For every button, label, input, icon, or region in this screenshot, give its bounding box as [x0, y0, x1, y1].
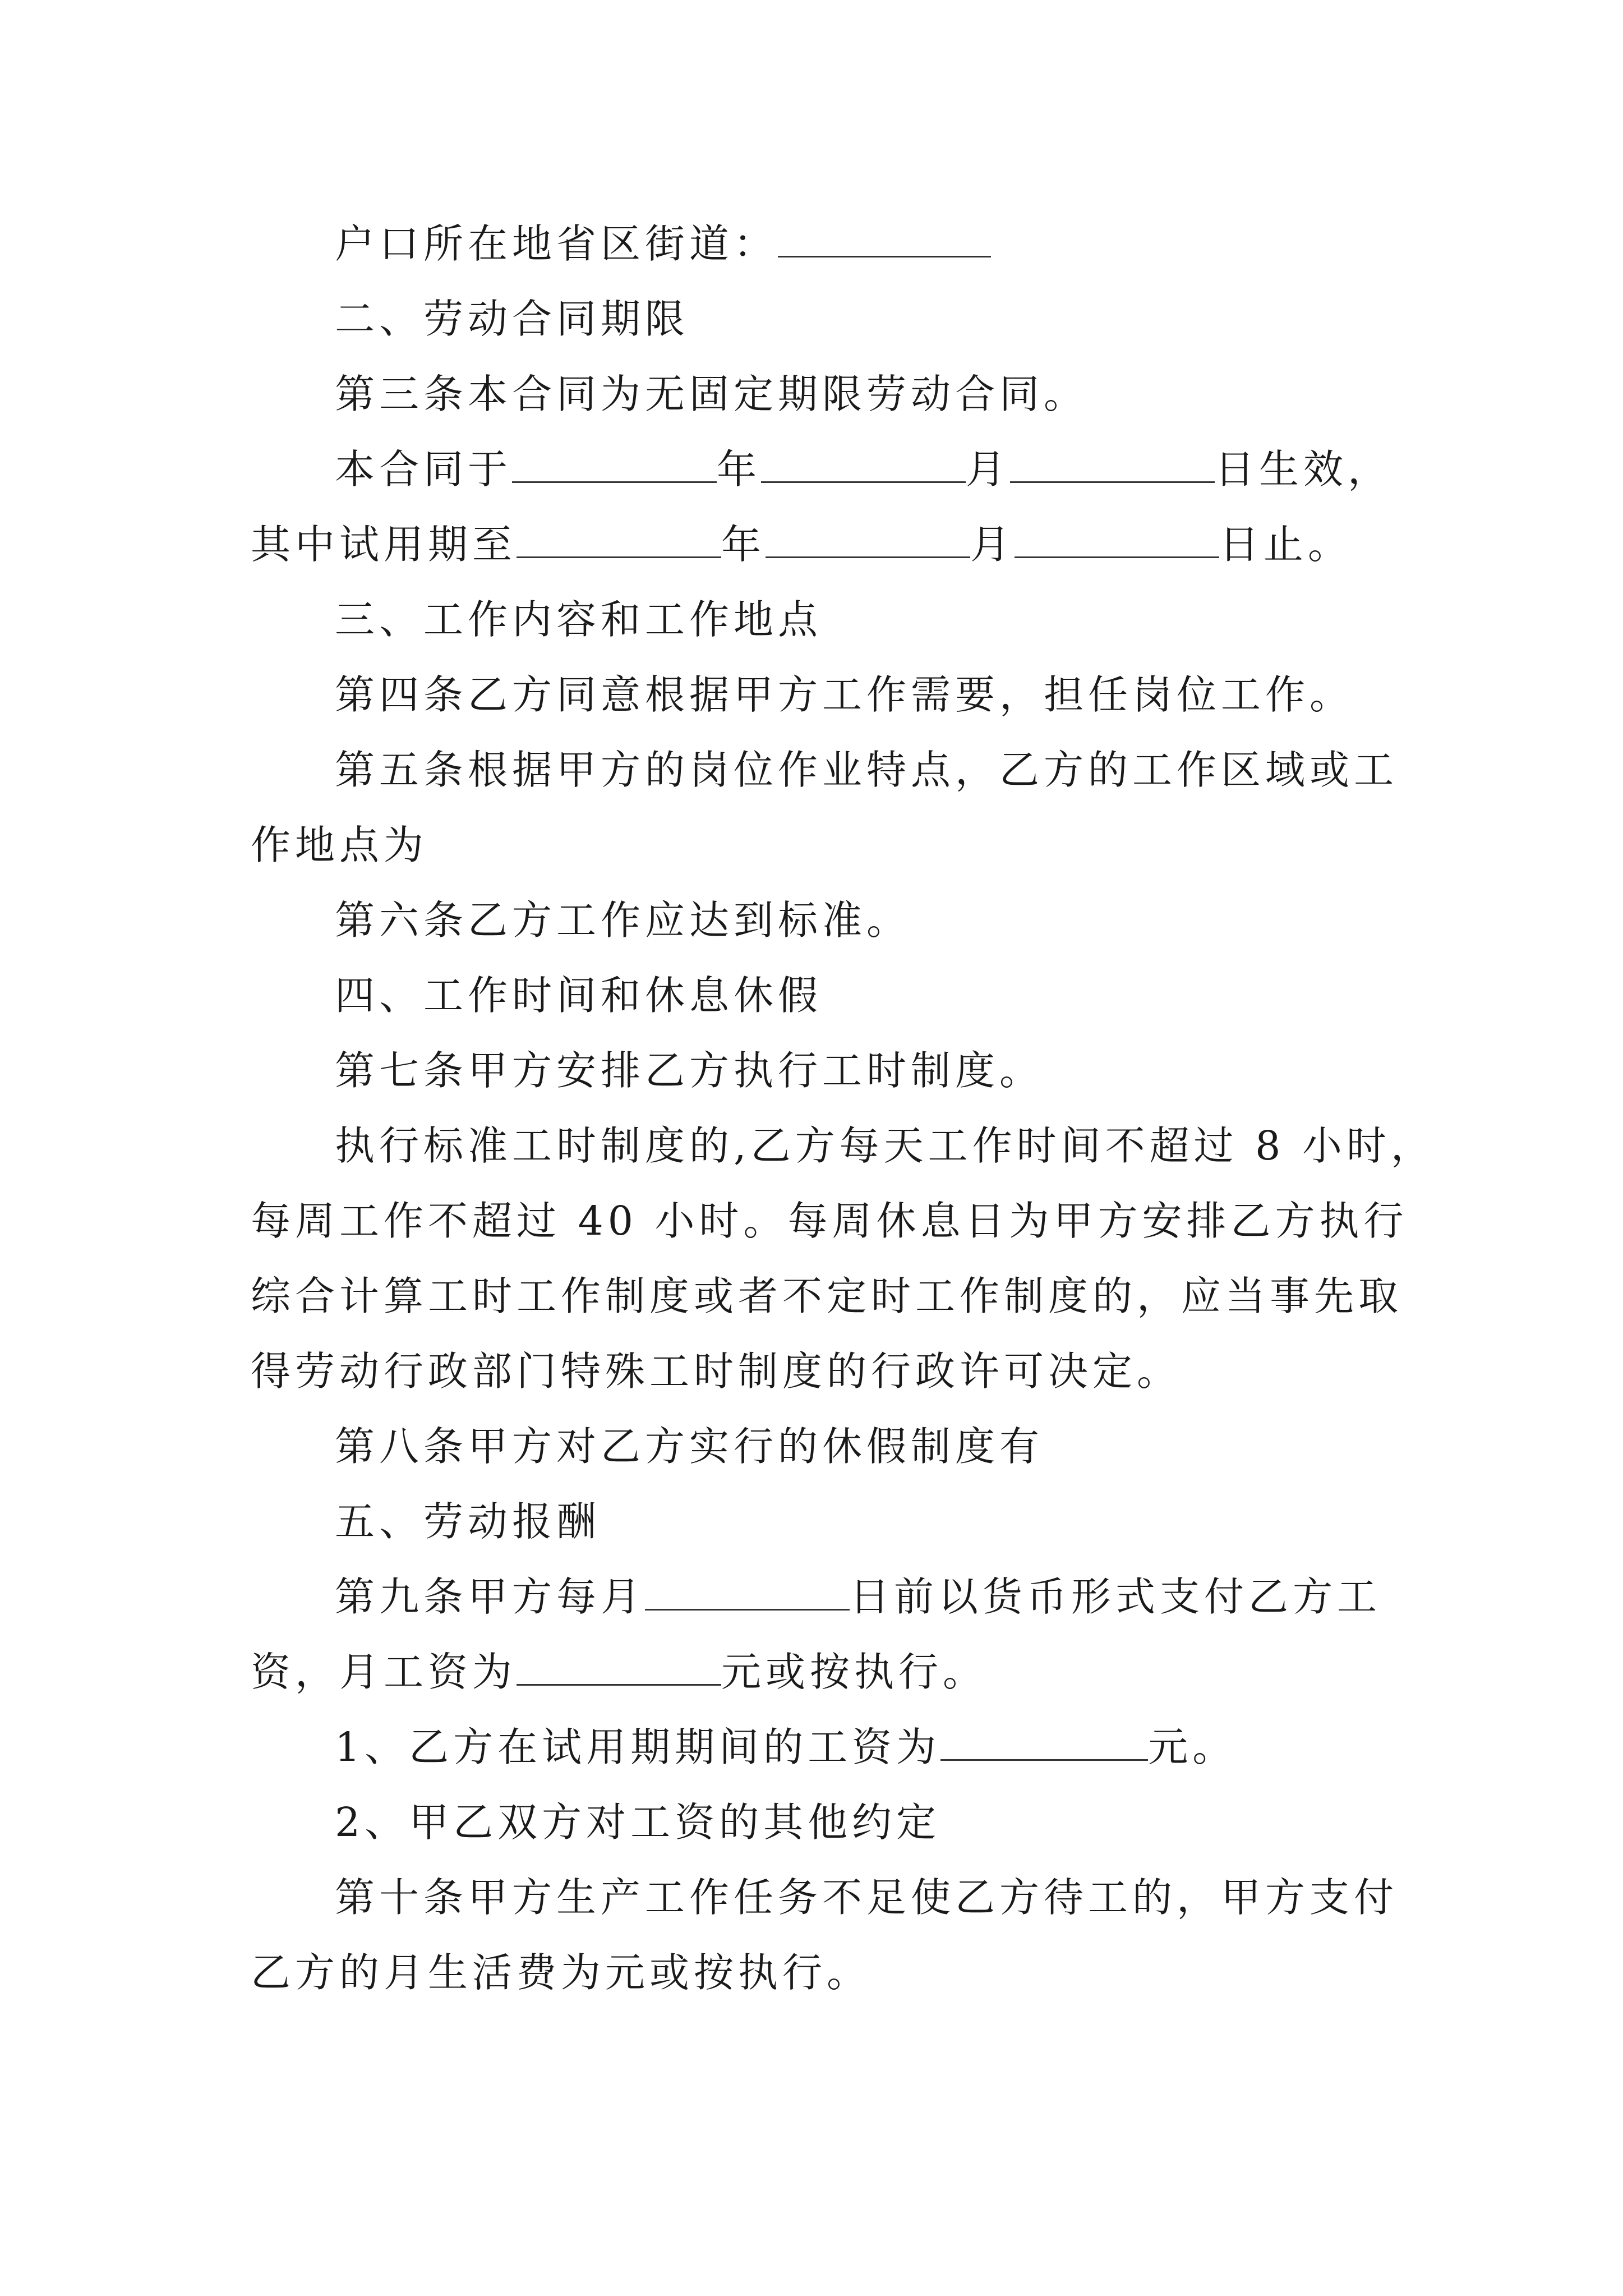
pay-day-blank[interactable] — [645, 1574, 850, 1611]
probation-salary-label: 1、乙方在试用期期间的工资为 — [335, 1724, 941, 1770]
article-5-line-2: 作地点为 — [251, 822, 428, 868]
article-5-line-1: 第五条根据甲方的岗位作业特点，乙方的工作区域或工 — [335, 747, 1399, 793]
monthly-salary-blank[interactable] — [517, 1649, 721, 1686]
month-label: 月 — [966, 446, 1011, 493]
probation-salary-blank[interactable] — [940, 1724, 1148, 1761]
month-label: 月 — [970, 521, 1015, 568]
probation-suffix: 日止。 — [1219, 521, 1353, 568]
household-registration-line — [335, 219, 1484, 269]
standard-hours-line-3: 综合计算工时工作制度或者不定时工作制度的，应当事先取 — [251, 1273, 1403, 1319]
article-10-line-1: 第十条甲方生产工作任务不足使乙方待工的，甲方支付 — [335, 1874, 1399, 1921]
article-10-line-2: 乙方的月生活费为元或按执行。 — [251, 1949, 872, 1996]
article-9-line-1 — [335, 1572, 1484, 1622]
probation-year-blank[interactable] — [517, 522, 721, 558]
pay-day-suffix: 日前以货币形式支付乙方工 — [850, 1573, 1382, 1620]
probation-end-line — [251, 519, 1400, 570]
year-label: 年 — [721, 521, 766, 568]
section-4-heading: 四、工作时间和休息休假 — [335, 972, 823, 1019]
section-2-heading: 二、劳动合同期限 — [335, 296, 690, 342]
effective-day-blank[interactable] — [1010, 447, 1215, 483]
article-3: 第三条本合同为无固定期限劳动合同。 — [335, 371, 1089, 417]
other-salary-agreement: 2、甲乙双方对工资的其他约定 — [335, 1799, 941, 1846]
effective-month-blank[interactable] — [761, 447, 966, 483]
article-9-line-2 — [251, 1647, 1400, 1697]
standard-hours-line-1: 执行标准工时制度的,乙方每天工作时间不超过 8 小时， — [335, 1122, 1435, 1169]
contract-effective-line — [335, 444, 1484, 495]
article-6: 第六条乙方工作应达到标准。 — [335, 897, 911, 944]
year-label: 年 — [717, 446, 762, 493]
standard-hours-line-2: 每周工作不超过 40 小时。每周休息日为甲方安排乙方执行 — [251, 1198, 1408, 1244]
effective-year-blank[interactable] — [512, 447, 717, 483]
probation-salary-suffix: 元。 — [1148, 1724, 1237, 1770]
effective-label: 本合同于 — [335, 446, 513, 493]
section-3-heading: 三、工作内容和工作地点 — [335, 596, 823, 643]
section-5-heading: 五、劳动报酬 — [335, 1498, 601, 1545]
monthly-salary-suffix: 元或按执行。 — [721, 1649, 988, 1695]
probation-month-blank[interactable] — [766, 522, 970, 558]
article-8: 第八条甲方对乙方实行的休假制度有 — [335, 1423, 1044, 1470]
household-registration-blank[interactable] — [778, 221, 991, 257]
probation-day-blank[interactable] — [1015, 522, 1219, 558]
standard-hours-line-4: 得劳动行政部门特殊工时制度的行政许可决定。 — [251, 1348, 1182, 1395]
article-4: 第四条乙方同意根据甲方工作需要，担任岗位工作。 — [335, 671, 1354, 718]
probation-salary-line — [335, 1722, 1484, 1773]
effective-suffix: 日生效， — [1215, 446, 1393, 493]
pay-day-label: 第九条甲方每月 — [335, 1573, 645, 1620]
monthly-salary-label: 资，月工资为 — [251, 1649, 517, 1695]
household-registration-label: 户口所在地省区街道： — [335, 220, 778, 267]
article-7: 第七条甲方安排乙方执行工时制度。 — [335, 1047, 1044, 1094]
probation-label: 其中试用期至 — [251, 521, 517, 568]
